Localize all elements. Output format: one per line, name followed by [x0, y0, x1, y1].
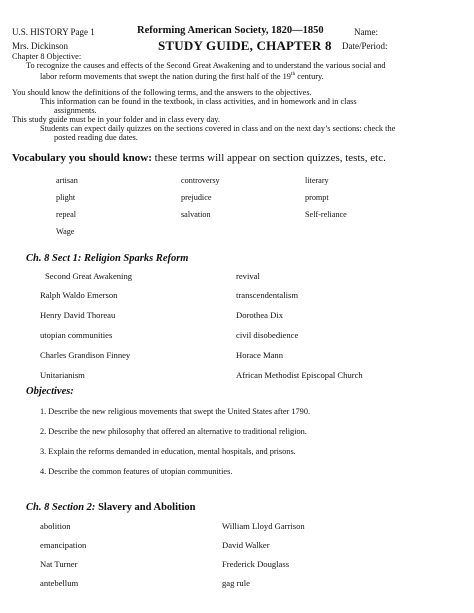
intro-line-4: This study guide must be in your folder and in class every day.	[12, 115, 220, 124]
section-2-term: antebellum	[40, 578, 79, 588]
objective-line-2: labor reform movements that swept the nation during the first half of the 19th century.	[40, 71, 324, 81]
objective-line-1: To recognize the causes and effects of the Second Great Awakening and to understand the various social and	[26, 61, 386, 70]
intro-line-5: Students can expect daily quizzes on the sections covered in class and on the next day’s sections: check the	[40, 124, 396, 133]
section-1-heading: Ch. 8 Sect 1: Religion Sparks Reform	[26, 253, 189, 264]
intro-line-3: assignments.	[54, 106, 97, 115]
section-2-term: Frederick Douglass	[222, 559, 290, 569]
section-2-term: David Walker	[222, 540, 270, 550]
vocab-term: controversy	[181, 176, 220, 185]
vocab-term: salvation	[181, 210, 211, 219]
objectives-heading: Objectives:	[26, 386, 74, 397]
intro-line-2: This information can be found in the textbook, in class activities, and in homework and in class	[40, 97, 357, 106]
vocab-term: prejudice	[181, 193, 212, 202]
objective-item: 2. Describe the new philosophy that offered an alternative to traditional religion.	[40, 427, 307, 436]
section-1-term: African Methodist Episcopal Church	[236, 370, 363, 380]
section-2-heading: Ch. 8 Section 2: Slavery and Abolition	[26, 502, 196, 513]
vocab-term: artisan	[56, 176, 78, 185]
vocab-term: prompt	[305, 193, 329, 202]
section-1-term: Second Great Awakening	[45, 271, 133, 281]
section-1-term: Charles Grandison Finney	[40, 350, 131, 360]
objective-item: 4. Describe the common features of utopian communities.	[40, 467, 233, 476]
section-2-term: emancipation	[40, 540, 87, 550]
section-2-term: Nat Turner	[40, 559, 78, 569]
vocab-term: Self-reliance	[305, 210, 347, 219]
vocab-term: repeal	[56, 210, 76, 219]
section-1-term: revival	[236, 271, 260, 281]
teacher-label: Mrs. Dickinson	[12, 41, 68, 51]
vocab-term: Wage	[56, 227, 75, 236]
section-1-term: Unitarianism	[40, 370, 85, 380]
date-period-label: Date/Period:	[342, 41, 388, 51]
vocab-term: plight	[56, 193, 76, 202]
section-1-term: Dorothea Dix	[236, 310, 284, 320]
vocab-heading: Vocabulary you should know: these terms will appear on section quizzes, tests, etc.	[12, 152, 386, 164]
name-field-label: Name:	[354, 27, 378, 37]
section-1-term: transcendentalism	[236, 290, 299, 300]
objective-item: 1. Describe the new religious movements that swept the United States after 1790.	[40, 407, 311, 416]
section-2-term: gag rule	[222, 578, 250, 588]
section-2-term: abolition	[40, 521, 71, 531]
section-1-term: civil disobedience	[236, 330, 299, 340]
section-1-term: utopian communities	[40, 330, 113, 340]
vocab-term: literary	[305, 176, 329, 185]
section-1-term: Ralph Waldo Emerson	[40, 290, 118, 300]
objective-label: Chapter 8 Objective:	[12, 52, 82, 61]
section-1-term: Henry David Thoreau	[40, 310, 116, 320]
section-1-term: Horace Mann	[236, 350, 284, 360]
objective-item: 3. Explain the reforms demanded in education, mental hospitals, and prisons.	[40, 447, 296, 456]
document-subtitle: STUDY GUIDE, CHAPTER 8	[158, 38, 332, 53]
intro-line-6: posted reading due dates.	[54, 133, 138, 142]
intro-line-1: You should know the definitions of the following terms, and the answers to the objectives.	[12, 88, 312, 97]
document-title: Reforming American Society, 1820—1850	[137, 25, 324, 36]
course-label: U.S. HISTORY Page 1	[12, 27, 95, 37]
section-2-term: William Lloyd Garrison	[222, 521, 305, 531]
